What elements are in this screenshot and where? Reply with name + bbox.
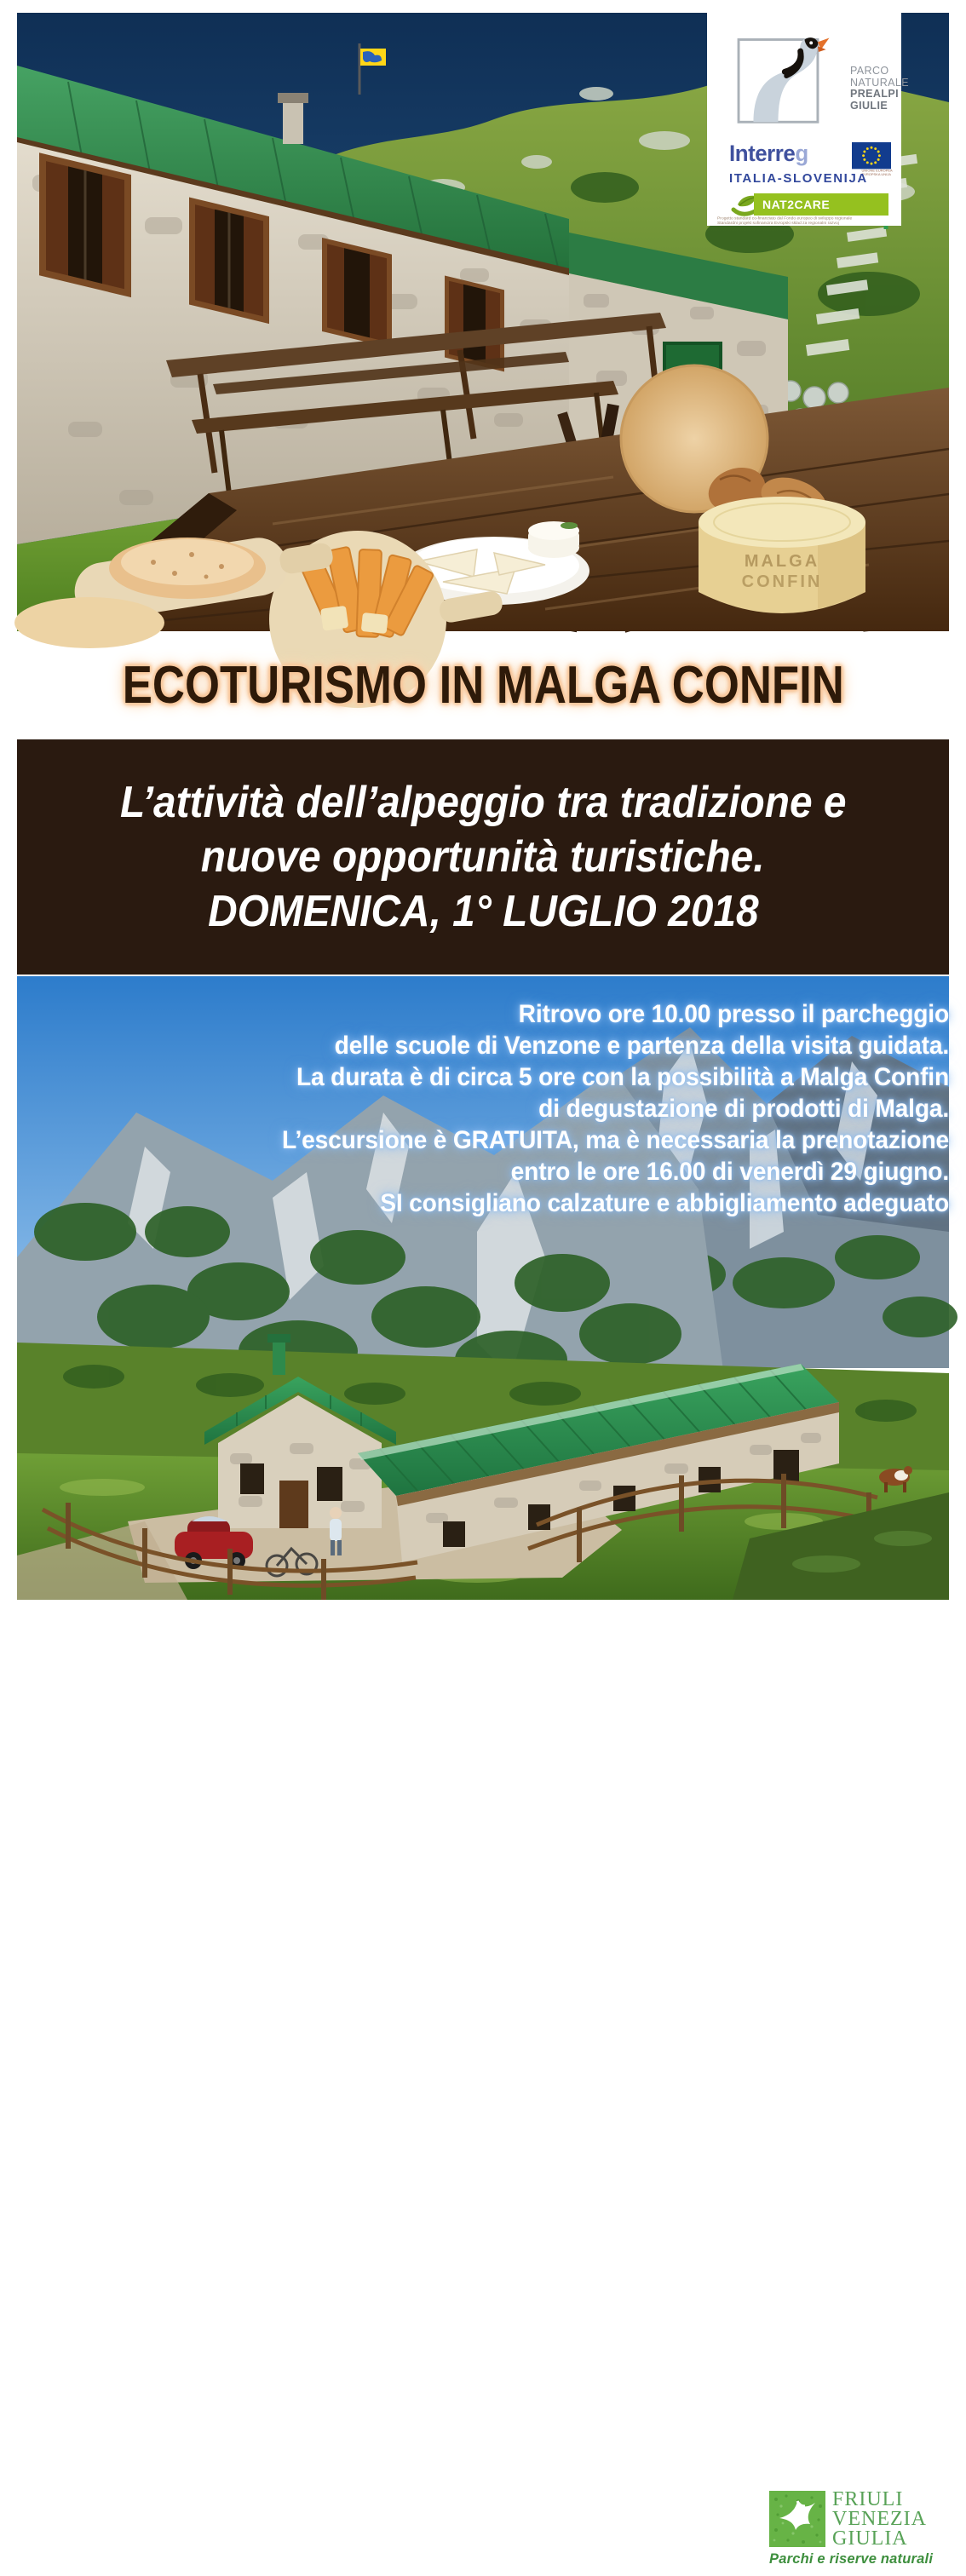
fvg-parks-logo <box>762 2486 934 2576</box>
park-name-line: GIULIE <box>850 99 888 112</box>
interreg-program-name: ITALIA-SLOVENIJA <box>729 171 868 186</box>
info-line-6: entro le ore 16.00 di venerdì 29 giugno. <box>510 1158 949 1186</box>
park-name-line: PREALPI <box>850 88 899 100</box>
park-name-line: PARCO <box>850 65 889 77</box>
eagle-icon <box>769 2491 825 2547</box>
banner-line-2: nuove opportunità turistiche. <box>201 832 765 882</box>
interreg-wordmark: Interreg <box>729 141 808 166</box>
event-info-text <box>0 998 949 1219</box>
info-line-4: di degustazione di prodotti di Malga. <box>538 1095 949 1123</box>
info-line-5: L’escursione è GRATUITA, ma è necessaria la prenotazione <box>281 1126 950 1154</box>
cheese-stamp-text-2: CONFIN <box>741 572 823 591</box>
poster-title-text: ECOTURISMO IN MALGA CONFIN <box>122 655 844 715</box>
banner-line-1: L’attività dell’alpeggio tra tradizione e <box>119 778 847 827</box>
eu-flag-icon <box>852 142 891 169</box>
event-banner <box>17 739 949 975</box>
info-line-1: Ritrovo ore 10.00 presso il parcheggio <box>518 1000 949 1028</box>
hero-photo-malga-table <box>17 13 949 631</box>
eu-caption: UNIONE EUROPEA EVROPSKA UNIJA <box>861 169 893 177</box>
nat2care-project-badge: NAT2CARE <box>754 193 888 216</box>
park-logo-name <box>850 66 909 112</box>
logos-panel <box>707 13 909 226</box>
banner-date-line: DOMENICA, 1° LUGLIO 2018 <box>207 887 759 936</box>
fvg-name: FRIULI VENEZIA GIULIA <box>832 2488 927 2550</box>
fvg-caption: Parchi e riserve naturali <box>769 2551 934 2567</box>
funding-disclaimer: Progetto standard co-finanziato dal Fondo europeo di sviluppo regionale Standardni projekt sofinancira Evropski sklad za regionalni razvoj <box>717 216 853 225</box>
info-line-3: La durata è di circa 5 ore con la possibilità a Malga Confin <box>296 1063 949 1091</box>
poster-title <box>0 646 966 724</box>
cheese-stamp-text: MALGA <box>744 552 820 571</box>
park-name-line: NATURALE <box>850 76 909 89</box>
info-line-2: delle scuole di Venzone e partenza della visita guidata. <box>334 1032 949 1060</box>
info-line-7: SI consigliano calzature e abbigliamento adeguato <box>380 1189 949 1217</box>
